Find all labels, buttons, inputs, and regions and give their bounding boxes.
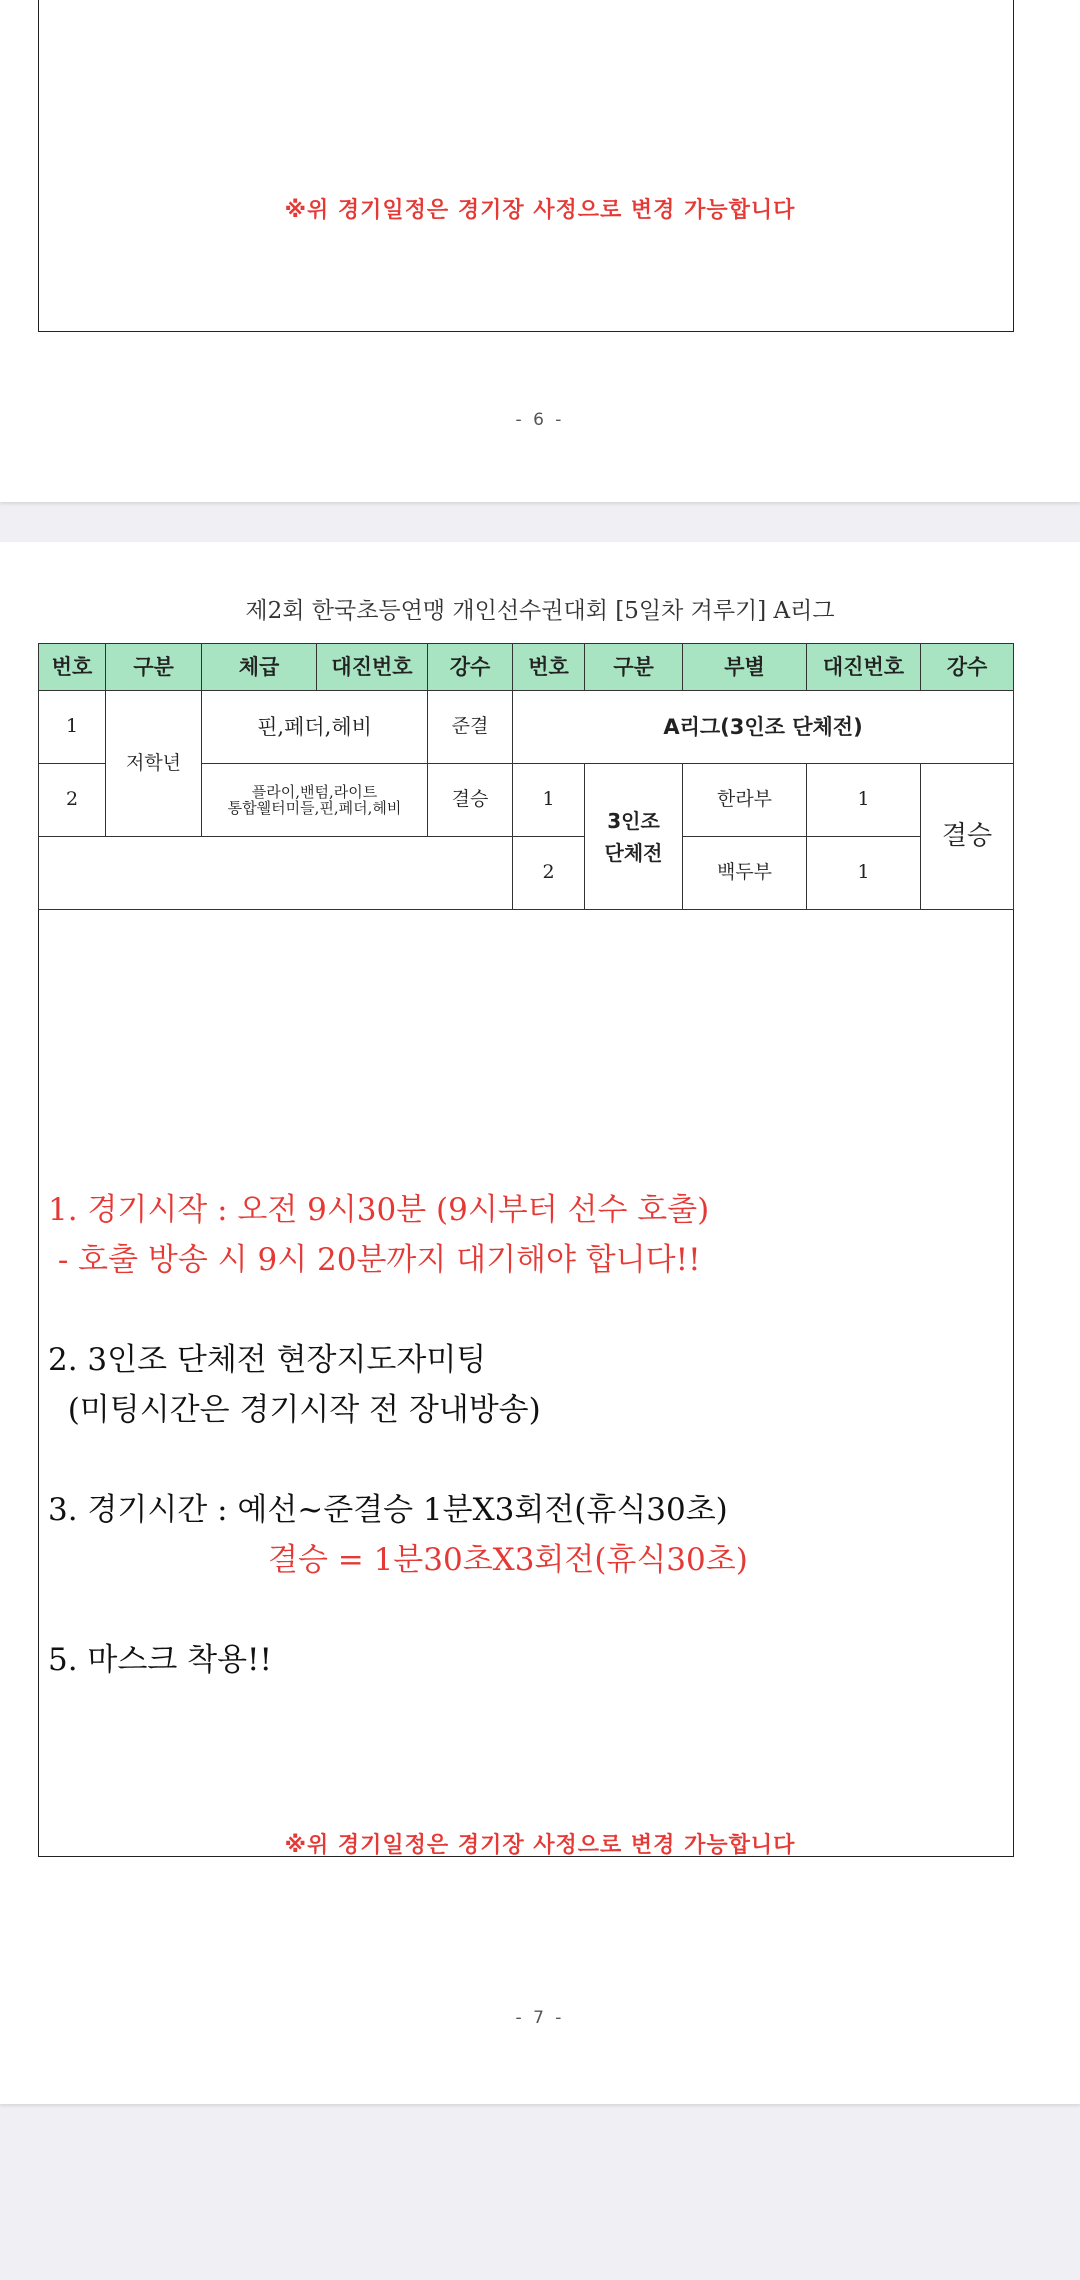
team-row2-bracket: 1: [806, 836, 921, 910]
instruction-final-time: 결승 = 1분30초X3회전(휴식30초): [268, 1542, 748, 1578]
page-number: - 6 -: [515, 410, 565, 430]
header-bracket-number: 대진번호: [316, 643, 428, 691]
team-row2-division: 백두부: [682, 836, 807, 910]
row2-round: 결승: [427, 763, 513, 837]
row2-weight-line2: 통합웰터미들,핀,페더,헤비: [227, 799, 402, 817]
instruction-start-time: 1. 경기시작 : 오전 9시30분 (9시부터 선수 호출): [48, 1192, 710, 1228]
header-category-right: 구분: [584, 643, 683, 691]
team-round-cell: 결승: [920, 763, 1014, 910]
schedule-box: [38, 0, 1014, 332]
instruction-call-note: - 호출 방송 시 9시 20분까지 대기해야 합니다!!: [48, 1242, 701, 1278]
row2-weight-line1: 플라이,밴텀,라이트: [251, 782, 378, 801]
header-number: 번호: [38, 643, 106, 691]
row2-weight-class: [201, 763, 428, 837]
team-row1-number: 1: [512, 763, 585, 837]
instruction-team-meeting: 2. 3인조 단체전 현장지도자미팅: [48, 1342, 487, 1378]
row2-number: 2: [38, 763, 106, 837]
schedule-change-notice: ※위 경기일정은 경기장 사정으로 변경 가능합니다: [284, 198, 796, 223]
header-number-right: 번호: [512, 643, 585, 691]
team-row2-number: 2: [512, 836, 585, 910]
page-title: 제2회 한국초등연맹 개인선수권대회 [5일차 겨루기] A리그: [245, 598, 835, 624]
row1-number: 1: [38, 690, 106, 764]
schedule-change-notice: ※위 경기일정은 경기장 사정으로 변경 가능합니다: [284, 1833, 796, 1858]
document-page-7: [0, 542, 1080, 2104]
header-category: 구분: [105, 643, 202, 691]
header-round: 강수: [427, 643, 513, 691]
team-row1-division: 한라부: [682, 763, 807, 837]
document-page-6: [0, 0, 1080, 502]
instruction-match-time: 3. 경기시간 : 예선~준결승 1분X3회전(휴식30초): [48, 1492, 728, 1528]
team-row1-bracket: 1: [806, 763, 921, 837]
page-number: - 7 -: [515, 2008, 565, 2028]
instruction-mask: 5. 마스크 착용!!: [48, 1642, 272, 1678]
empty-cell: [38, 836, 513, 910]
header-round-right: 강수: [920, 643, 1014, 691]
row1-round: 준결: [427, 690, 513, 764]
category-cell: 저학년: [105, 690, 202, 837]
instruction-meeting-time: (미팅시간은 경기시작 전 장내방송): [48, 1392, 541, 1428]
header-bracket-number-right: 대진번호: [806, 643, 921, 691]
header-division: 부별: [682, 643, 807, 691]
row1-weight-class: 핀,페더,헤비: [201, 690, 428, 764]
header-weight-class: 체급: [201, 643, 317, 691]
league-title-cell: A리그(3인조 단체전): [512, 690, 1014, 764]
team-category-cell: 3인조 단체전: [584, 763, 683, 910]
